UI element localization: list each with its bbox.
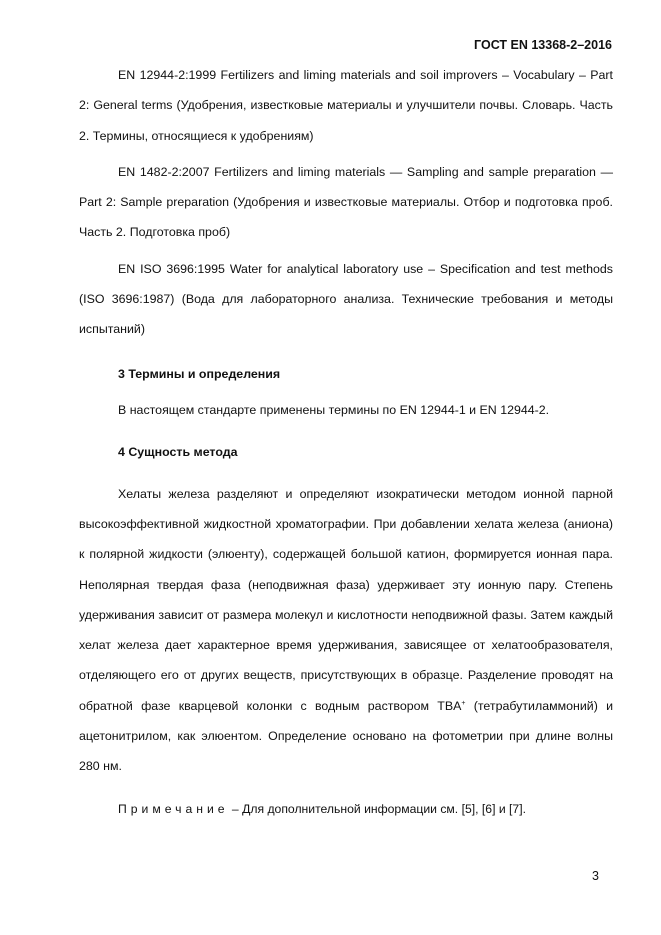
note-label: Примечание — [118, 801, 229, 816]
reference-en-12944-2: EN 12944-2:1999 Fertilizers and liming materials and soil improvers – Vocabulary – Part 2: General terms (Удобрения, известковые материалы и улучшители почвы. Словарь. Часть 2. Термины, относящиеся к удобрениям) — [79, 68, 613, 143]
document-header-code: ГОСТ EN 13368-2–2016 — [474, 38, 612, 52]
note — [79, 794, 613, 824]
page-number: 3 — [592, 869, 599, 883]
section-4-text-part2: (тетрабутиламмоний) и ацетонитрилом, как элюентом. Определение основано на фотометрии при длине волны 280 нм. — [79, 698, 613, 774]
page-body — [79, 60, 613, 824]
section-4-text-part1: Хелаты железа разделяют и определяют изократически методом ионной парной высокоэффективной жидкостной хроматографии. При добавлении хелата железа (аниона) к полярной жидкости (элюенту), содержащей большой катион, формируется ионная пара. Неполярная твердая фаза (неподвижная фаза) удерживает эту ионную пару. Степень удерживания зависит от размера молекул и кислотности неподвижной фазы. Затем каждый хелат железа дает характерное время удерживания, зависящее от хелатообразователя, отделяющего его от других веществ, присутствующих в образце. Разделение проводят на обратной фазе кварцевой колонки с водным раствором TBA — [79, 486, 613, 713]
note-text: – Для дополнительной информации см. [5], [6] и [7]. — [228, 801, 526, 816]
section-4-heading: 4 Сущность метода — [118, 444, 238, 459]
section-3-heading: 3 Термины и определения — [118, 366, 281, 381]
reference-en-iso-3696: EN ISO 3696:1995 Water for analytical laboratory use – Specification and test methods (ISO 3696:1987) (Вода для лабораторного анализа. Технические требования и методы испытаний) — [79, 261, 613, 337]
tba-charge-superscript: + — [461, 699, 466, 707]
reference-en-1482-2: EN 1482-2:2007 Fertilizers and liming materials — Sampling and sample preparation — Part 2: Sample preparation (Удобрения и известковые материалы. Отбор и подготовка проб. Часть 2. Подготовка проб) — [79, 164, 613, 240]
section-4-paragraph — [79, 479, 613, 782]
section-3-text: В настоящем стандарте применены термины по EN 12944-1 и EN 12944-2. — [118, 402, 550, 417]
